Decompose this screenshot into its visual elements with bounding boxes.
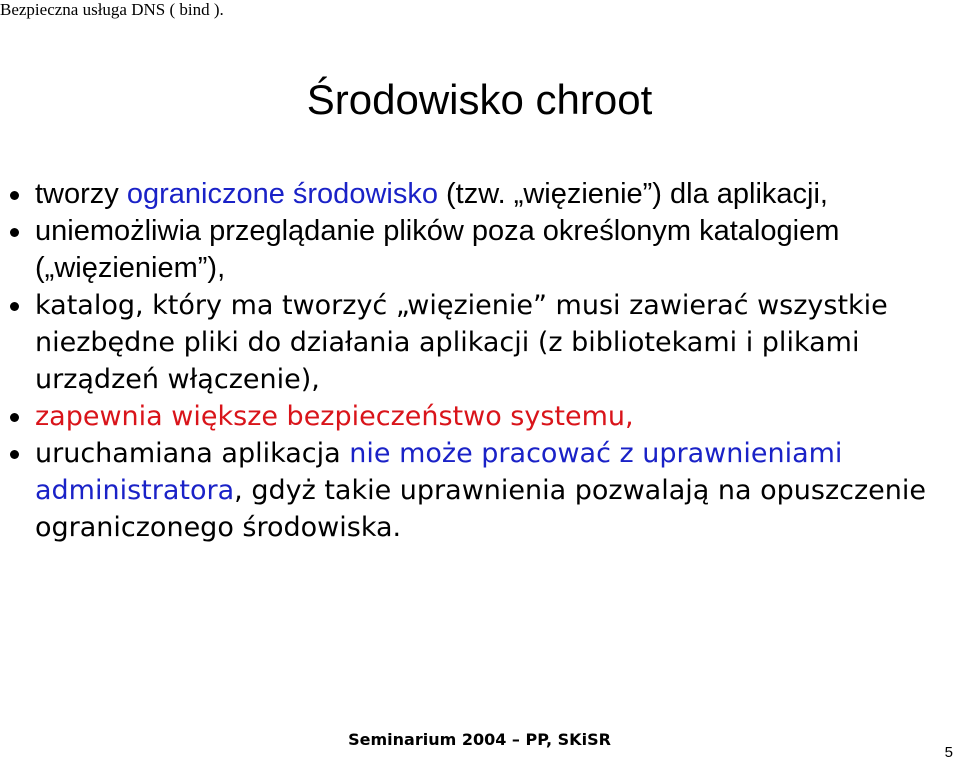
header-title: Bezpieczna usługa DNS ( bind ). [0,0,224,19]
slide-title: Środowisko chroot [306,76,653,123]
bullet-dot-icon [10,302,19,311]
page-number: 5 [944,744,953,761]
bullet-dot-icon [10,228,19,237]
highlight-text: ograniczone środowisko [126,178,438,210]
bullet-item [0,213,959,287]
bullet-item [0,287,959,398]
bullet-text: (tzw. „więzienie”) dla aplikacji, [437,178,828,210]
bullet-text: uruchamiana aplikacja [35,438,350,469]
highlight-text: nie może pracować z uprawnieniami administratora [35,438,843,506]
bullet-item [0,435,959,546]
bullet-text: tworzy [35,178,127,210]
bullet-text: uniemożliwia przeglądanie plików poza określonym katalogiem („więzieniem”), [35,215,840,284]
bullet-item [0,176,959,213]
bullet-item [0,398,959,435]
bullet-text: katalog, który ma tworzyć „więzienie” musi zawierać wszystkie niezbędne pliki do działania aplikacji (z bibliotekami i plikami urządzeń włączenie), [35,290,888,395]
bullet-dot-icon [10,413,19,422]
bullet-list [0,176,959,546]
bullet-dot-icon [10,450,19,459]
bullet-dot-icon [10,191,19,200]
highlight-text: zapewnia większe bezpieczeństwo systemu, [35,401,634,432]
footer-text: Seminarium 2004 – PP, SKiSR [348,730,611,749]
bullet-text: , gdyż takie uprawnienia pozwalają na opuszczenie ograniczonego środowiska. [35,475,926,543]
